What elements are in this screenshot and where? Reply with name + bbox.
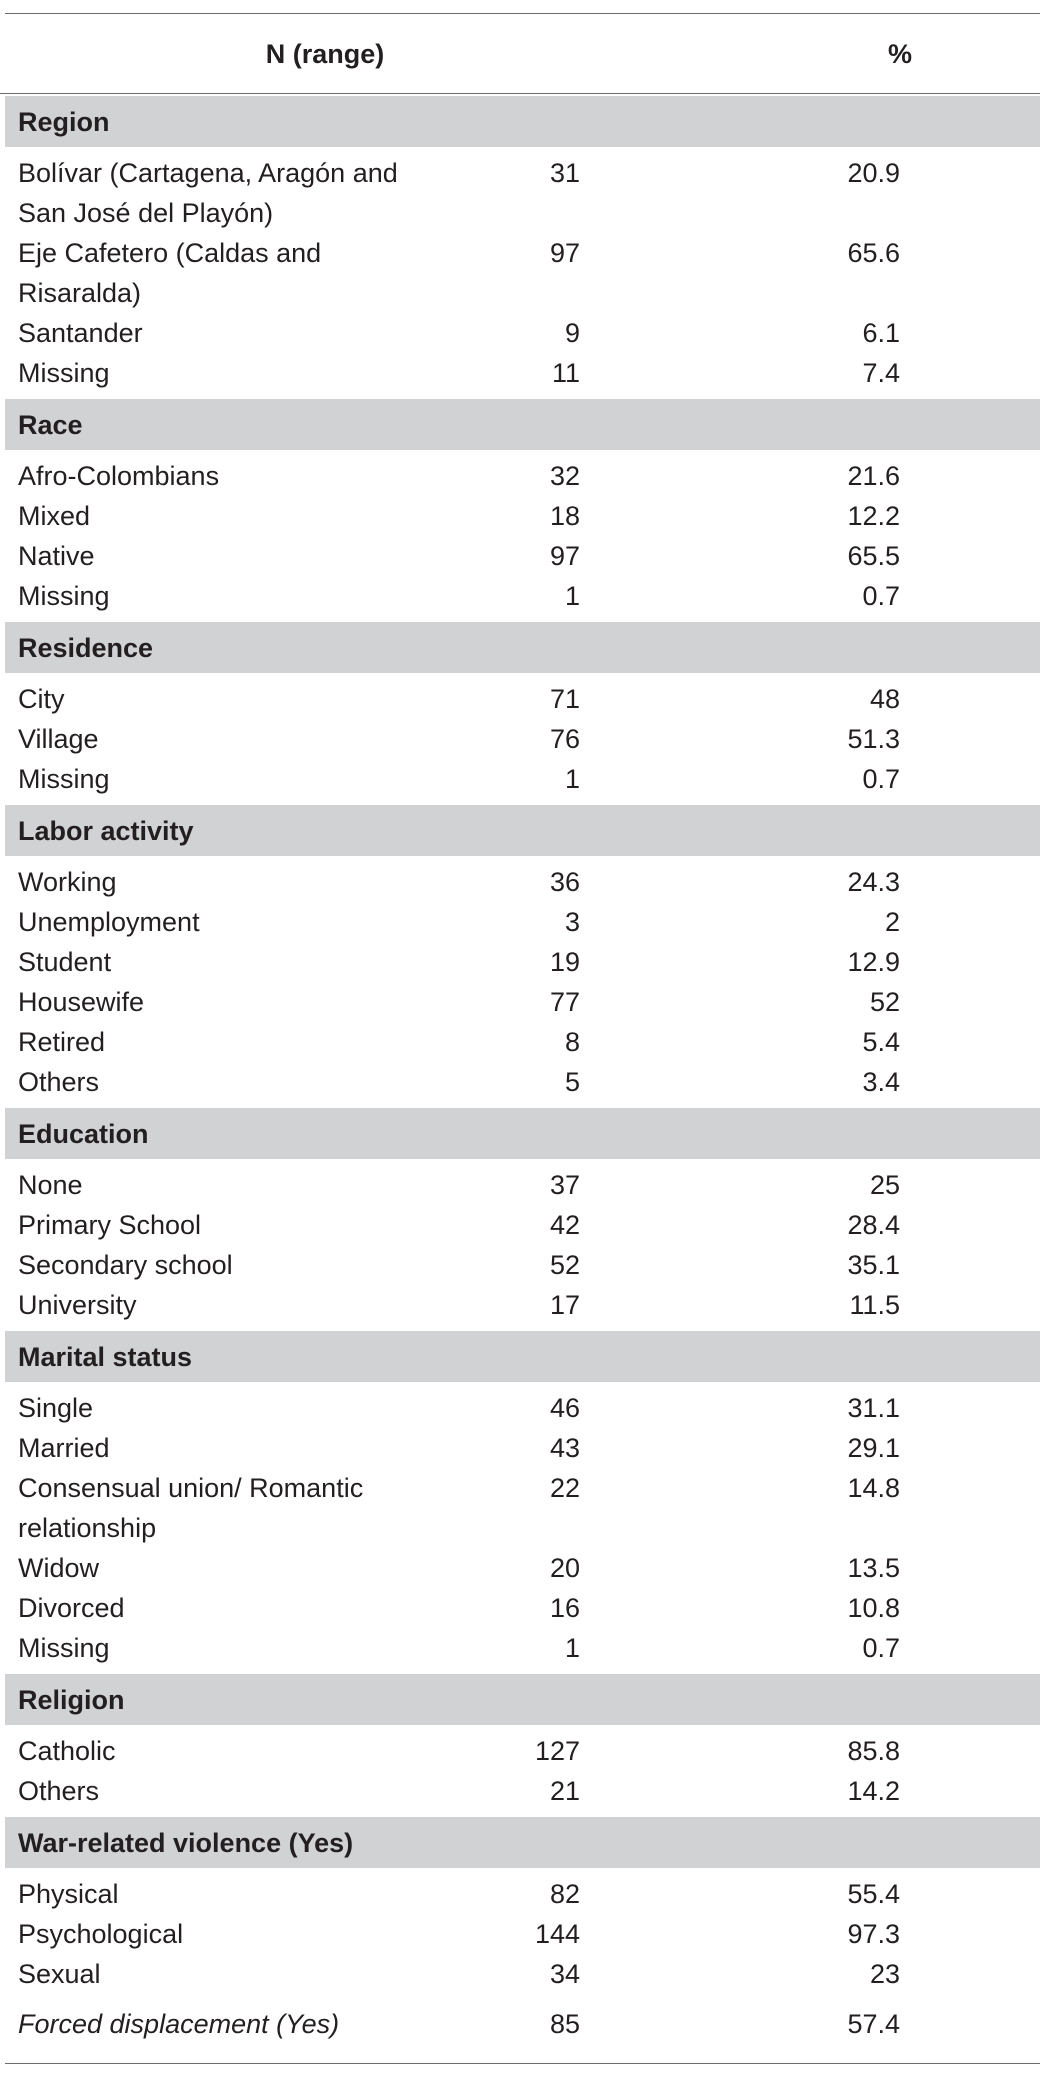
row-percent: 51.3: [847, 724, 900, 754]
row-count: 77: [549, 987, 580, 1017]
table-row: [0, 1062, 1040, 1102]
row-label: Widow: [18, 1553, 100, 1583]
column-header-percent: %: [887, 39, 912, 69]
table-row: [0, 1771, 1040, 1811]
table-row: [0, 1428, 1040, 1468]
section-title: Marital status: [18, 1342, 193, 1372]
table-row: [0, 2004, 1040, 2044]
row-label: Missing: [18, 764, 110, 794]
row-label: Mixed: [18, 501, 91, 531]
table-row: [0, 1285, 1040, 1325]
row-label: Retired: [18, 1027, 106, 1057]
row-count: 97: [549, 238, 580, 268]
table-row: [0, 1388, 1040, 1428]
table-row: [0, 233, 1040, 313]
row-label: Catholic: [18, 1736, 116, 1766]
row-label: Housewife: [18, 987, 145, 1017]
section-rows: [0, 1868, 1040, 2050]
row-label: Others: [18, 1067, 100, 1097]
section-header: [5, 399, 1040, 450]
section-rows: [0, 147, 1040, 399]
table-row: [0, 1548, 1040, 1588]
row-percent: 65.6: [847, 238, 900, 268]
section-rows: [0, 673, 1040, 805]
row-percent: 97.3: [847, 1919, 900, 1949]
row-count: 36: [549, 867, 580, 897]
row-label: Primary School: [18, 1210, 202, 1240]
row-label: Consensual union/ Romantic relationship: [18, 1473, 364, 1543]
table-top-rule: [5, 13, 1040, 14]
row-percent: 55.4: [847, 1879, 900, 1909]
row-percent: 25: [869, 1170, 900, 1200]
section-header: [5, 1331, 1040, 1382]
section-title: War-related violence (Yes): [18, 1828, 354, 1858]
row-percent: 31.1: [847, 1393, 900, 1423]
section-header: [5, 1108, 1040, 1159]
row-count: 42: [549, 1210, 580, 1240]
row-label: Missing: [18, 581, 110, 611]
row-count: 82: [549, 1879, 580, 1909]
section-title: Labor activity: [18, 816, 194, 846]
row-label: Unemployment: [18, 907, 200, 937]
row-percent: 57.4: [847, 2009, 900, 2039]
row-count: 37: [549, 1170, 580, 1200]
row-count: 85: [549, 2009, 580, 2039]
table-row: [0, 982, 1040, 1022]
row-label: City: [18, 684, 65, 714]
row-label: Secondary school: [18, 1250, 233, 1280]
row-count: 19: [549, 947, 580, 977]
row-count: 17: [549, 1290, 580, 1320]
row-percent: 0.7: [862, 581, 900, 611]
table-row: [0, 1954, 1040, 1994]
row-percent: 48: [869, 684, 900, 714]
table-row: [0, 496, 1040, 536]
row-percent: 13.5: [847, 1553, 900, 1583]
table-row: [0, 1165, 1040, 1205]
row-label: Married: [18, 1433, 110, 1463]
section-rows: [0, 1382, 1040, 1674]
section-header: [5, 1817, 1040, 1868]
table-header: [0, 15, 1040, 94]
row-percent: 35.1: [847, 1250, 900, 1280]
row-label: None: [18, 1170, 83, 1200]
table-row: [0, 902, 1040, 942]
table-row: [0, 353, 1040, 393]
table-row: [0, 536, 1040, 576]
row-percent: 3.4: [862, 1067, 900, 1097]
table-row: [0, 942, 1040, 982]
table-row: [0, 1022, 1040, 1062]
table-row: [0, 1731, 1040, 1771]
section-header: [5, 805, 1040, 856]
row-percent: 11.5: [849, 1290, 900, 1320]
row-percent: 85.8: [847, 1736, 900, 1766]
table-row: [0, 1874, 1040, 1914]
row-label: Bolívar (Cartagena, Aragón and San José del Playón): [18, 158, 398, 228]
row-count: 52: [549, 1250, 580, 1280]
row-count: 144: [534, 1919, 580, 1949]
section-header: [5, 96, 1040, 147]
row-label: Native: [18, 541, 95, 571]
row-count: 16: [549, 1593, 580, 1623]
table-row: [0, 456, 1040, 496]
row-count: 76: [549, 724, 580, 754]
row-label: Santander: [18, 318, 143, 348]
row-count: 21: [549, 1776, 580, 1806]
row-label: Physical: [18, 1879, 119, 1909]
table-row: [0, 1468, 1040, 1548]
row-count: 127: [534, 1736, 580, 1766]
table-row: [0, 759, 1040, 799]
row-percent: 6.1: [862, 318, 900, 348]
row-label: Working: [18, 867, 117, 897]
row-percent: 24.3: [847, 867, 900, 897]
row-percent: 7.4: [862, 358, 900, 388]
row-count: 32: [549, 461, 580, 491]
column-header-n: N (range): [265, 39, 385, 69]
table-body: [0, 96, 1040, 2050]
table-row: [0, 862, 1040, 902]
row-count: 46: [549, 1393, 580, 1423]
row-label: Single: [18, 1393, 94, 1423]
row-percent: 0.7: [862, 764, 900, 794]
row-percent: 14.8: [847, 1473, 900, 1503]
section-header: [5, 1674, 1040, 1725]
row-count: 5: [564, 1067, 580, 1097]
table-bottom-rule: [5, 2063, 1040, 2064]
row-count: 1: [564, 1633, 580, 1663]
row-count: 34: [549, 1959, 580, 1989]
table-row: [0, 1245, 1040, 1285]
row-percent: 5.4: [862, 1027, 900, 1057]
row-percent: 52: [869, 987, 900, 1017]
row-percent: 29.1: [847, 1433, 900, 1463]
row-percent: 23: [869, 1959, 900, 1989]
row-count: 71: [549, 684, 580, 714]
section-rows: [0, 1725, 1040, 1817]
table-row: [0, 313, 1040, 353]
section-rows: [0, 450, 1040, 622]
section-rows: [0, 1159, 1040, 1331]
row-count: 18: [549, 501, 580, 531]
table-row: [0, 1588, 1040, 1628]
row-label: Forced displacement (Yes): [18, 2009, 340, 2039]
row-percent: 65.5: [847, 541, 900, 571]
row-label: Student: [18, 947, 112, 977]
row-count: 9: [564, 318, 580, 348]
row-label: Divorced: [18, 1593, 125, 1623]
row-label: Village: [18, 724, 99, 754]
row-percent: 21.6: [847, 461, 900, 491]
table-row: [0, 576, 1040, 616]
row-count: 8: [564, 1027, 580, 1057]
row-count: 20: [549, 1553, 580, 1583]
row-percent: 12.9: [847, 947, 900, 977]
row-label: Afro-Colombians: [18, 461, 220, 491]
row-label: Sexual: [18, 1959, 101, 1989]
row-count: 43: [549, 1433, 580, 1463]
row-count: 97: [549, 541, 580, 571]
section-title: Religion: [18, 1685, 125, 1715]
section-title: Race: [18, 410, 83, 440]
row-percent: 28.4: [847, 1210, 900, 1240]
table-row: [0, 1205, 1040, 1245]
section-title: Region: [18, 107, 110, 137]
row-label: Missing: [18, 358, 110, 388]
row-percent: 12.2: [847, 501, 900, 531]
section-rows: [0, 856, 1040, 1108]
section-title: Residence: [18, 633, 154, 663]
row-label: Eje Cafetero (Caldas and Risaralda): [18, 238, 322, 308]
row-count: 22: [549, 1473, 580, 1503]
table-row: [0, 153, 1040, 233]
row-percent: 14.2: [847, 1776, 900, 1806]
section-title: Education: [18, 1119, 149, 1149]
table-row: [0, 1914, 1040, 1954]
row-label: Missing: [18, 1633, 110, 1663]
table-row: [0, 719, 1040, 759]
row-label: Others: [18, 1776, 100, 1806]
row-percent: 20.9: [847, 158, 900, 188]
section-header: [5, 622, 1040, 673]
row-count: 1: [564, 764, 580, 794]
table-row: [0, 679, 1040, 719]
row-percent: 0.7: [862, 1633, 900, 1663]
row-percent: 2: [884, 907, 900, 937]
row-label: Psychological: [18, 1919, 184, 1949]
row-count: 31: [549, 158, 580, 188]
row-count: 3: [564, 907, 580, 937]
row-count: 11: [551, 358, 580, 388]
table-row: [0, 1628, 1040, 1668]
row-label: University: [18, 1290, 137, 1320]
row-count: 1: [564, 581, 580, 611]
row-percent: 10.8: [847, 1593, 900, 1623]
